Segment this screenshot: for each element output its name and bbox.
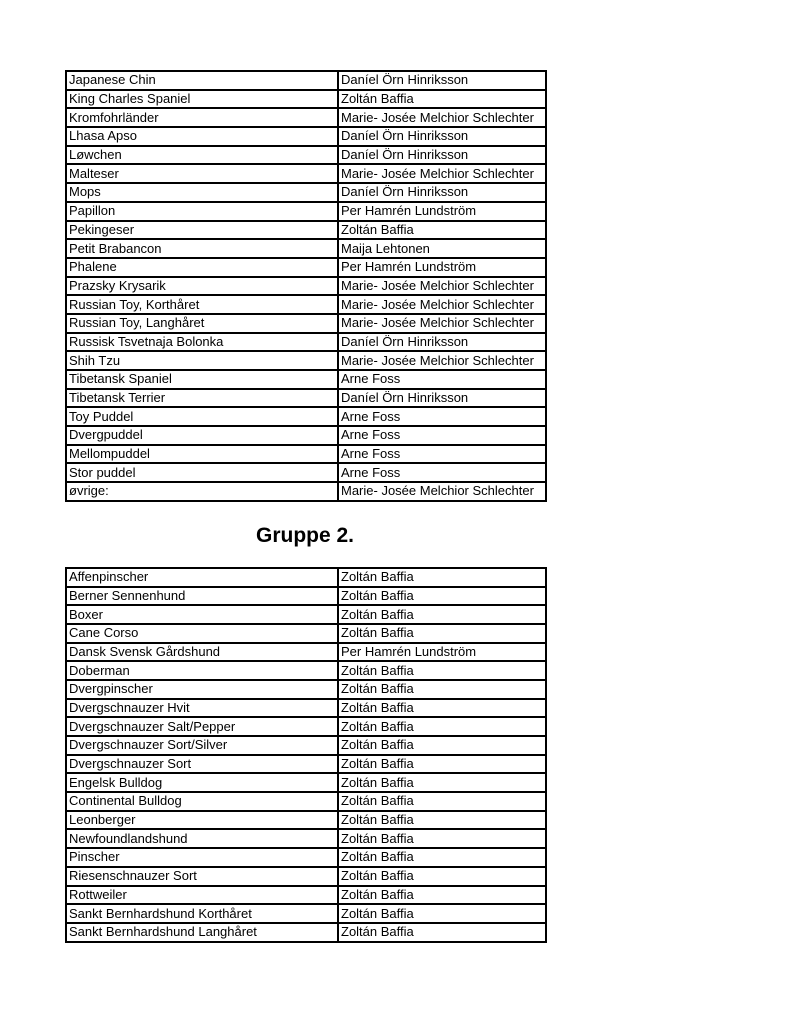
table-row	[66, 848, 546, 867]
table-row	[66, 351, 546, 370]
table-row	[66, 923, 546, 942]
judge-cell: Marie- Josée Melchior Schlechter	[338, 314, 546, 333]
breed-cell: Malteser	[66, 164, 338, 183]
judge-cell: Zoltán Baffia	[338, 699, 546, 718]
breed-cell: Russisk Tsvetnaja Bolonka	[66, 333, 338, 352]
table-row	[66, 773, 546, 792]
table-row	[66, 867, 546, 886]
table-row	[66, 202, 546, 221]
judge-cell: Zoltán Baffia	[338, 773, 546, 792]
judge-cell: Marie- Josée Melchior Schlechter	[338, 277, 546, 296]
table-row	[66, 886, 546, 905]
breed-cell: Japanese Chin	[66, 71, 338, 90]
table-row	[66, 482, 546, 501]
document-page	[65, 70, 545, 943]
table-row	[66, 463, 546, 482]
table-row	[66, 587, 546, 606]
judge-cell: Zoltán Baffia	[338, 680, 546, 699]
breed-cell: Dvergschnauzer Salt/Pepper	[66, 717, 338, 736]
breed-cell: Pinscher	[66, 848, 338, 867]
table-row	[66, 426, 546, 445]
table-row	[66, 277, 546, 296]
table-row	[66, 90, 546, 109]
table-row	[66, 717, 546, 736]
judge-cell: Marie- Josée Melchior Schlechter	[338, 295, 546, 314]
judge-cell: Daníel Örn Hinriksson	[338, 389, 546, 408]
judge-cell: Marie- Josée Melchior Schlechter	[338, 351, 546, 370]
breed-cell: Sankt Bernhardshund Langhåret	[66, 923, 338, 942]
judge-cell: Daníel Örn Hinriksson	[338, 127, 546, 146]
judge-cell: Daníel Örn Hinriksson	[338, 146, 546, 165]
table-row	[66, 904, 546, 923]
breed-cell: øvrige:	[66, 482, 338, 501]
table-row	[66, 811, 546, 830]
breed-cell: Løwchen	[66, 146, 338, 165]
gruppe1-table-body	[66, 71, 546, 501]
table-row	[66, 221, 546, 240]
breed-cell: Pekingeser	[66, 221, 338, 240]
breed-cell: Dansk Svensk Gårdshund	[66, 643, 338, 662]
table-row	[66, 146, 546, 165]
breed-cell: Dvergschnauzer Hvit	[66, 699, 338, 718]
table-row	[66, 295, 546, 314]
judge-cell: Arne Foss	[338, 445, 546, 464]
judge-cell: Arne Foss	[338, 463, 546, 482]
judge-cell: Zoltán Baffia	[338, 661, 546, 680]
breed-cell: Mops	[66, 183, 338, 202]
judge-cell: Zoltán Baffia	[338, 755, 546, 774]
table-row	[66, 736, 546, 755]
table-row	[66, 108, 546, 127]
judge-cell: Arne Foss	[338, 426, 546, 445]
breed-cell: Kromfohrländer	[66, 108, 338, 127]
judge-cell: Zoltán Baffia	[338, 90, 546, 109]
judge-cell: Zoltán Baffia	[338, 848, 546, 867]
judge-cell: Zoltán Baffia	[338, 736, 546, 755]
judge-cell: Zoltán Baffia	[338, 904, 546, 923]
breed-cell: Dvergschnauzer Sort/Silver	[66, 736, 338, 755]
table-row	[66, 127, 546, 146]
table-row	[66, 445, 546, 464]
judge-cell: Arne Foss	[338, 407, 546, 426]
judge-cell: Daníel Örn Hinriksson	[338, 333, 546, 352]
table-row	[66, 333, 546, 352]
breed-cell: Sankt Bernhardshund Korthåret	[66, 904, 338, 923]
judge-cell: Marie- Josée Melchior Schlechter	[338, 164, 546, 183]
table-row	[66, 624, 546, 643]
table-row	[66, 164, 546, 183]
table-row	[66, 314, 546, 333]
judge-cell: Zoltán Baffia	[338, 829, 546, 848]
breed-cell: Petit Brabancon	[66, 239, 338, 258]
breed-cell: Stor puddel	[66, 463, 338, 482]
judge-cell: Zoltán Baffia	[338, 867, 546, 886]
breed-cell: Russian Toy, Langhåret	[66, 314, 338, 333]
breed-cell: Boxer	[66, 605, 338, 624]
breed-cell: Prazsky Krysarik	[66, 277, 338, 296]
breed-cell: Newfoundlandshund	[66, 829, 338, 848]
breed-cell: Phalene	[66, 258, 338, 277]
judge-cell: Maija Lehtonen	[338, 239, 546, 258]
table-row	[66, 605, 546, 624]
breed-cell: Toy Puddel	[66, 407, 338, 426]
breed-cell: Tibetansk Spaniel	[66, 370, 338, 389]
judge-cell: Daníel Örn Hinriksson	[338, 183, 546, 202]
breed-cell: Lhasa Apso	[66, 127, 338, 146]
table-row	[66, 680, 546, 699]
breed-cell: Dvergpinscher	[66, 680, 338, 699]
breed-cell: Doberman	[66, 661, 338, 680]
gruppe2-judges-table	[65, 567, 547, 943]
breed-cell: Russian Toy, Korthåret	[66, 295, 338, 314]
gruppe2-table-body	[66, 568, 546, 942]
breed-cell: Papillon	[66, 202, 338, 221]
table-row	[66, 389, 546, 408]
breed-cell: Engelsk Bulldog	[66, 773, 338, 792]
table-row	[66, 661, 546, 680]
judge-cell: Marie- Josée Melchior Schlechter	[338, 108, 546, 127]
breed-cell: Riesenschnauzer Sort	[66, 867, 338, 886]
table-row	[66, 643, 546, 662]
judge-cell: Zoltán Baffia	[338, 811, 546, 830]
breed-cell: Shih Tzu	[66, 351, 338, 370]
breed-cell: King Charles Spaniel	[66, 90, 338, 109]
judge-cell: Zoltán Baffia	[338, 587, 546, 606]
table-row	[66, 258, 546, 277]
judge-cell: Zoltán Baffia	[338, 624, 546, 643]
judge-cell: Per Hamrén Lundström	[338, 643, 546, 662]
judge-cell: Daníel Örn Hinriksson	[338, 71, 546, 90]
judge-cell: Per Hamrén Lundström	[338, 202, 546, 221]
table-row	[66, 699, 546, 718]
breed-cell: Rottweiler	[66, 886, 338, 905]
table-row	[66, 183, 546, 202]
judge-cell: Zoltán Baffia	[338, 605, 546, 624]
table-row	[66, 829, 546, 848]
breed-cell: Dvergpuddel	[66, 426, 338, 445]
table-row	[66, 370, 546, 389]
table-row	[66, 407, 546, 426]
judge-cell: Zoltán Baffia	[338, 923, 546, 942]
judge-cell: Zoltán Baffia	[338, 221, 546, 240]
gruppe2-heading: Gruppe 2.	[255, 523, 355, 547]
judge-cell: Zoltán Baffia	[338, 568, 546, 587]
judge-cell: Zoltán Baffia	[338, 792, 546, 811]
judge-cell: Arne Foss	[338, 370, 546, 389]
judge-cell: Zoltán Baffia	[338, 717, 546, 736]
judge-cell: Per Hamrén Lundström	[338, 258, 546, 277]
breed-cell: Mellompuddel	[66, 445, 338, 464]
table-row	[66, 239, 546, 258]
breed-cell: Berner Sennenhund	[66, 587, 338, 606]
breed-cell: Dvergschnauzer Sort	[66, 755, 338, 774]
breed-cell: Tibetansk Terrier	[66, 389, 338, 408]
gruppe1-judges-table	[65, 70, 547, 502]
judge-cell: Zoltán Baffia	[338, 886, 546, 905]
breed-cell: Leonberger	[66, 811, 338, 830]
judge-cell: Marie- Josée Melchior Schlechter	[338, 482, 546, 501]
table-row	[66, 568, 546, 587]
table-row	[66, 792, 546, 811]
breed-cell: Continental Bulldog	[66, 792, 338, 811]
table-row	[66, 755, 546, 774]
breed-cell: Affenpinscher	[66, 568, 338, 587]
breed-cell: Cane Corso	[66, 624, 338, 643]
table-row	[66, 71, 546, 90]
